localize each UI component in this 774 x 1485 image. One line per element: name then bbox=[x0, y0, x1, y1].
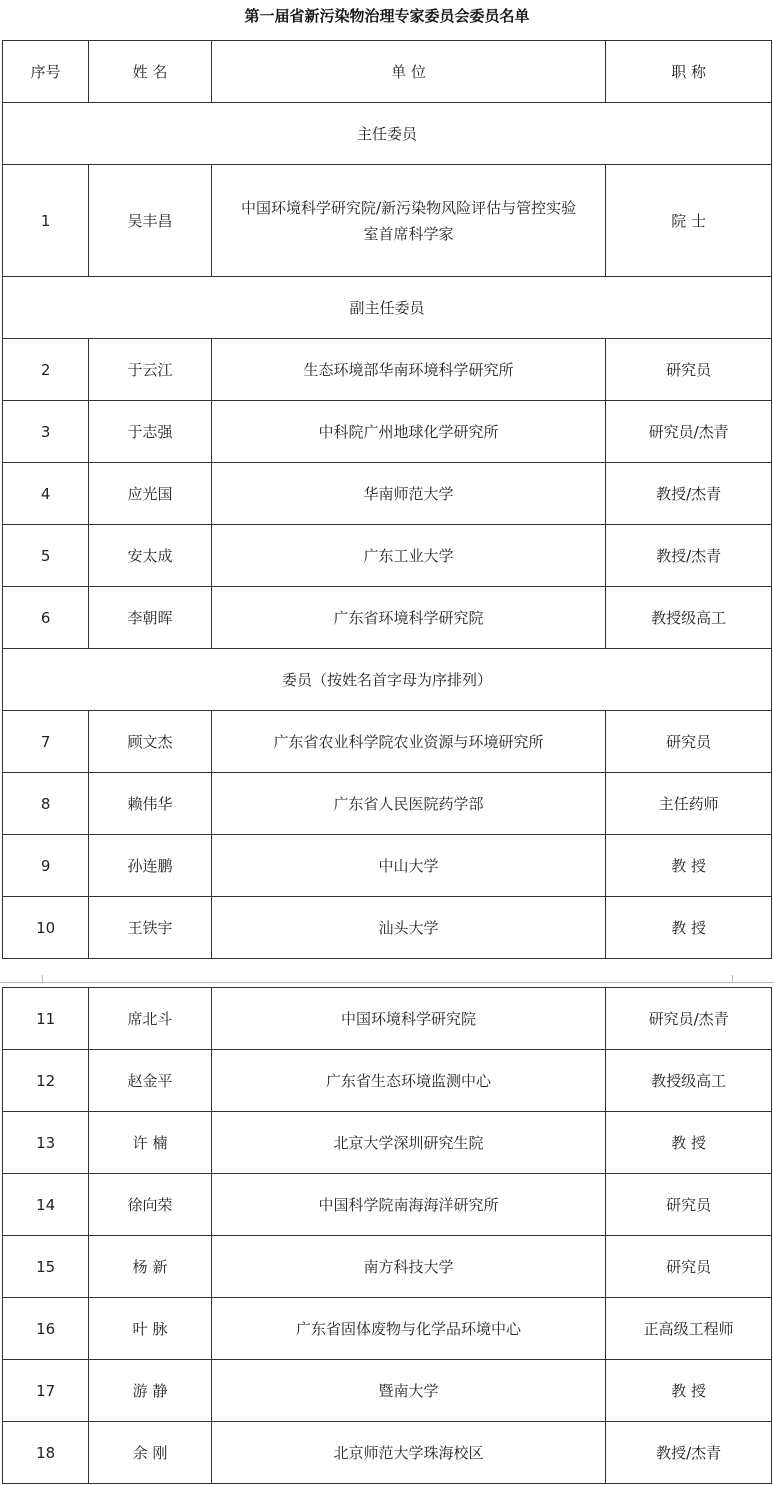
cell-name: 徐向荣 bbox=[89, 1174, 211, 1236]
table-row bbox=[3, 463, 772, 525]
cell-unit: 生态环境部华南环境科学研究所 bbox=[211, 339, 606, 401]
cell-title: 研究员/杰青 bbox=[606, 988, 772, 1050]
table-row bbox=[3, 1236, 772, 1298]
section-row-members bbox=[3, 649, 772, 711]
section-row-vice bbox=[3, 277, 772, 339]
cell-no: 2 bbox=[3, 339, 89, 401]
cell-unit: 暨南大学 bbox=[211, 1360, 606, 1422]
cell-unit bbox=[211, 165, 606, 277]
section-label-chair: 主任委员 bbox=[3, 103, 772, 165]
cell-unit: 广东省固体废物与化学品环境中心 bbox=[211, 1298, 606, 1360]
document-title: 第一届省新污染物治理专家委员会委员名单 bbox=[244, 7, 530, 25]
table-row bbox=[3, 835, 772, 897]
header-title: 职 称 bbox=[606, 41, 772, 103]
cell-title: 教 授 bbox=[606, 1112, 772, 1174]
table-row bbox=[3, 711, 772, 773]
cell-unit: 广东省农业科学院农业资源与环境研究所 bbox=[211, 711, 606, 773]
table-row bbox=[3, 339, 772, 401]
cell-no: 5 bbox=[3, 525, 89, 587]
cell-name: 许 楠 bbox=[89, 1112, 211, 1174]
cell-unit: 南方科技大学 bbox=[211, 1236, 606, 1298]
page-break-line bbox=[0, 982, 774, 983]
cell-no: 15 bbox=[3, 1236, 89, 1298]
section-label-members: 委员（按姓名首字母为序排列） bbox=[3, 649, 772, 711]
committee-table-page-2 bbox=[2, 987, 772, 1484]
cell-name: 安太成 bbox=[89, 525, 211, 587]
cell-name: 孙连鹏 bbox=[89, 835, 211, 897]
section-row-chair bbox=[3, 103, 772, 165]
cell-no: 6 bbox=[3, 587, 89, 649]
cell-title: 研究员 bbox=[606, 339, 772, 401]
header-no: 序号 bbox=[3, 41, 89, 103]
table-row bbox=[3, 587, 772, 649]
page-break-divider bbox=[0, 975, 774, 985]
cell-unit: 广东工业大学 bbox=[211, 525, 606, 587]
table-row bbox=[3, 165, 772, 277]
cell-name: 王铁宇 bbox=[89, 897, 211, 959]
table-row bbox=[3, 897, 772, 959]
cell-name: 游 静 bbox=[89, 1360, 211, 1422]
cell-no: 7 bbox=[3, 711, 89, 773]
table-row bbox=[3, 1112, 772, 1174]
cell-unit: 北京师范大学珠海校区 bbox=[211, 1422, 606, 1484]
cell-title: 教 授 bbox=[606, 897, 772, 959]
cell-title: 院 士 bbox=[606, 165, 772, 277]
cell-title: 教 授 bbox=[606, 1360, 772, 1422]
cell-title: 研究员 bbox=[606, 1174, 772, 1236]
cell-title: 主任药师 bbox=[606, 773, 772, 835]
cell-unit: 汕头大学 bbox=[211, 897, 606, 959]
cell-title: 教授级高工 bbox=[606, 1050, 772, 1112]
table-row bbox=[3, 1174, 772, 1236]
cell-no: 11 bbox=[3, 988, 89, 1050]
table-row bbox=[3, 1050, 772, 1112]
cell-name: 于云江 bbox=[89, 339, 211, 401]
committee-table-page-1 bbox=[2, 40, 772, 959]
cell-name: 赖伟华 bbox=[89, 773, 211, 835]
cell-title: 教授/杰青 bbox=[606, 463, 772, 525]
cell-unit: 广东省人民医院药学部 bbox=[211, 773, 606, 835]
cell-no: 13 bbox=[3, 1112, 89, 1174]
cell-no: 8 bbox=[3, 773, 89, 835]
cell-unit: 中国环境科学研究院 bbox=[211, 988, 606, 1050]
cell-name: 赵金平 bbox=[89, 1050, 211, 1112]
header-name: 姓 名 bbox=[89, 41, 211, 103]
table-row bbox=[3, 988, 772, 1050]
cell-no: 17 bbox=[3, 1360, 89, 1422]
cell-no: 10 bbox=[3, 897, 89, 959]
cell-title: 教 授 bbox=[606, 835, 772, 897]
cell-title: 研究员 bbox=[606, 1236, 772, 1298]
cell-no: 1 bbox=[3, 165, 89, 277]
table-row bbox=[3, 1360, 772, 1422]
cell-no: 12 bbox=[3, 1050, 89, 1112]
cell-no: 14 bbox=[3, 1174, 89, 1236]
cell-unit: 中国科学院南海海洋研究所 bbox=[211, 1174, 606, 1236]
table-row bbox=[3, 773, 772, 835]
cell-unit: 华南师范大学 bbox=[211, 463, 606, 525]
cell-unit: 北京大学深圳研究生院 bbox=[211, 1112, 606, 1174]
cell-name: 杨 新 bbox=[89, 1236, 211, 1298]
cell-name: 李朝晖 bbox=[89, 587, 211, 649]
cell-unit: 中科院广州地球化学研究所 bbox=[211, 401, 606, 463]
cell-unit: 广东省环境科学研究院 bbox=[211, 587, 606, 649]
header-unit: 单 位 bbox=[211, 41, 606, 103]
cell-name: 应光国 bbox=[89, 463, 211, 525]
cell-title: 教授/杰青 bbox=[606, 1422, 772, 1484]
cell-unit-line2: 室首席科学家 bbox=[363, 224, 454, 243]
cell-name: 于志强 bbox=[89, 401, 211, 463]
table-row bbox=[3, 525, 772, 587]
cell-name: 席北斗 bbox=[89, 988, 211, 1050]
cell-unit-line1: 中国环境科学研究院/新污染物风险评估与管控实验 bbox=[241, 198, 577, 217]
cell-unit: 广东省生态环境监测中心 bbox=[211, 1050, 606, 1112]
table-row bbox=[3, 401, 772, 463]
cell-no: 18 bbox=[3, 1422, 89, 1484]
cell-name: 叶 脉 bbox=[89, 1298, 211, 1360]
cell-name: 顾文杰 bbox=[89, 711, 211, 773]
cell-no: 16 bbox=[3, 1298, 89, 1360]
table-row bbox=[3, 1422, 772, 1484]
cell-no: 9 bbox=[3, 835, 89, 897]
cell-unit: 中山大学 bbox=[211, 835, 606, 897]
cell-no: 4 bbox=[3, 463, 89, 525]
section-label-vice: 副主任委员 bbox=[3, 277, 772, 339]
cell-title: 研究员 bbox=[606, 711, 772, 773]
cell-name: 吴丰昌 bbox=[89, 165, 211, 277]
table-header-row bbox=[3, 41, 772, 103]
cell-no: 3 bbox=[3, 401, 89, 463]
cell-name: 余 刚 bbox=[89, 1422, 211, 1484]
cell-title: 教授/杰青 bbox=[606, 525, 772, 587]
cell-title: 教授级高工 bbox=[606, 587, 772, 649]
cell-title: 研究员/杰青 bbox=[606, 401, 772, 463]
table-row bbox=[3, 1298, 772, 1360]
cell-title: 正高级工程师 bbox=[606, 1298, 772, 1360]
